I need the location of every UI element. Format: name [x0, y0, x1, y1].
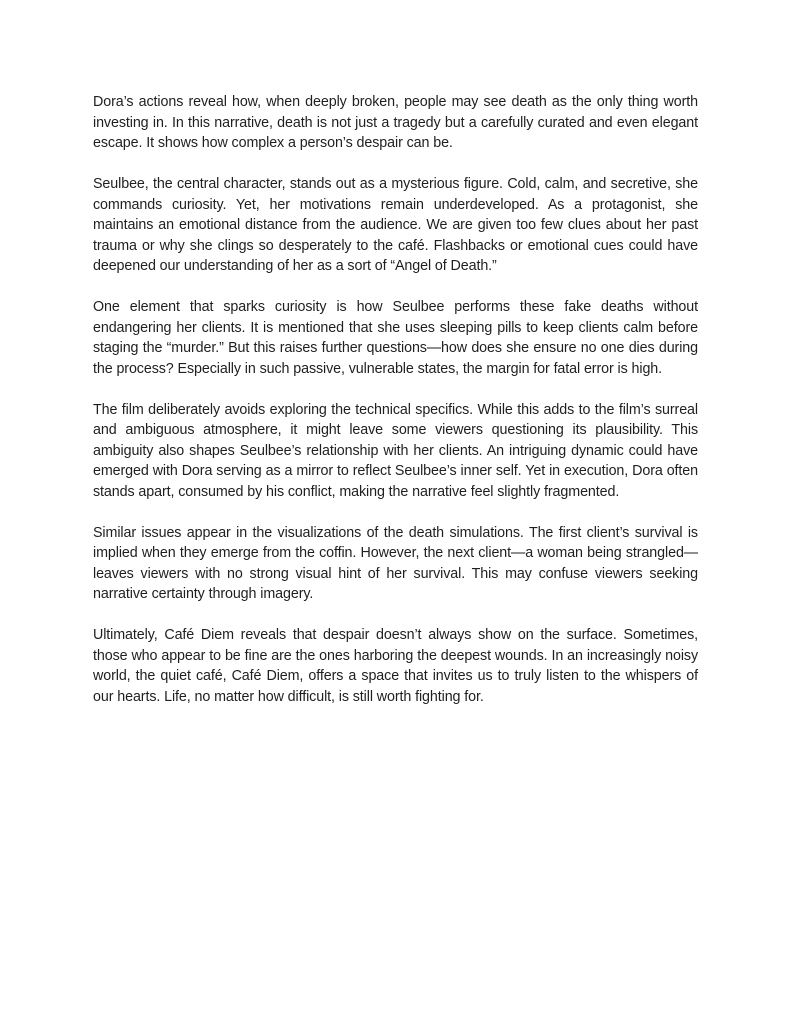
paragraph-death-simulations: Similar issues appear in the visualizations of the death simulations. The first client’s survival is implied when they emerge from the coffin. However, the next client—a woman being strangled—leaves viewers with no strong visual hint of her survival. This may confuse viewers seeking narrative certainty through imagery. — [93, 524, 698, 602]
paragraph-conclusion: Ultimately, Café Diem reveals that despair doesn’t always show on the surface. Sometimes, those who appear to be fine are the ones harboring the deepest wounds. In an increasingly noisy world, the quiet café, Café Diem, offers a space that invites us to truly listen to the whispers of our hearts. Life, no matter how difficult, is still worth fighting for. — [93, 627, 698, 705]
document-page — [93, 92, 698, 728]
paragraph-seulbee-character: Seulbee, the central character, stands out as a mysterious figure. Cold, calm, and secretive, she commands curiosity. Yet, her motivations remain underdeveloped. As a protagonist, she maintains an emotional distance from the audience. We are given too few clues about her past trauma or why she clings so desperately to the café. Flashbacks or emotional cues could have deepened our understanding of her as a sort of “Angel of Death.” — [93, 176, 698, 274]
paragraph-technical-specifics: The film deliberately avoids exploring the technical specifics. While this adds to the film’s surreal and ambiguous atmosphere, it might leave some viewers questioning its plausibility. This ambiguity also shapes Seulbee’s relationship with her clients. An intriguing dynamic could have emerged with Dora serving as a mirror to reflect Seulbee’s inner self. Yet in execution, Dora often stands apart, consumed by his conflict, making the narrative feel slightly fragmented. — [93, 401, 698, 500]
paragraph-fake-deaths: One element that sparks curiosity is how Seulbee performs these fake deaths without endangering her clients. It is mentioned that she uses sleeping pills to keep clients calm before staging the “murder.” But this raises further questions—how does she ensure no one dies during the process? Especially in such passive, vulnerable states, the margin for fatal error is high. — [93, 299, 698, 377]
paragraph-dora-actions: Dora’s actions reveal how, when deeply broken, people may see death as the only thing worth investing in. In this narrative, death is not just a tragedy but a carefully curated and even elegant escape. It shows how complex a person’s despair can be. — [93, 94, 698, 151]
